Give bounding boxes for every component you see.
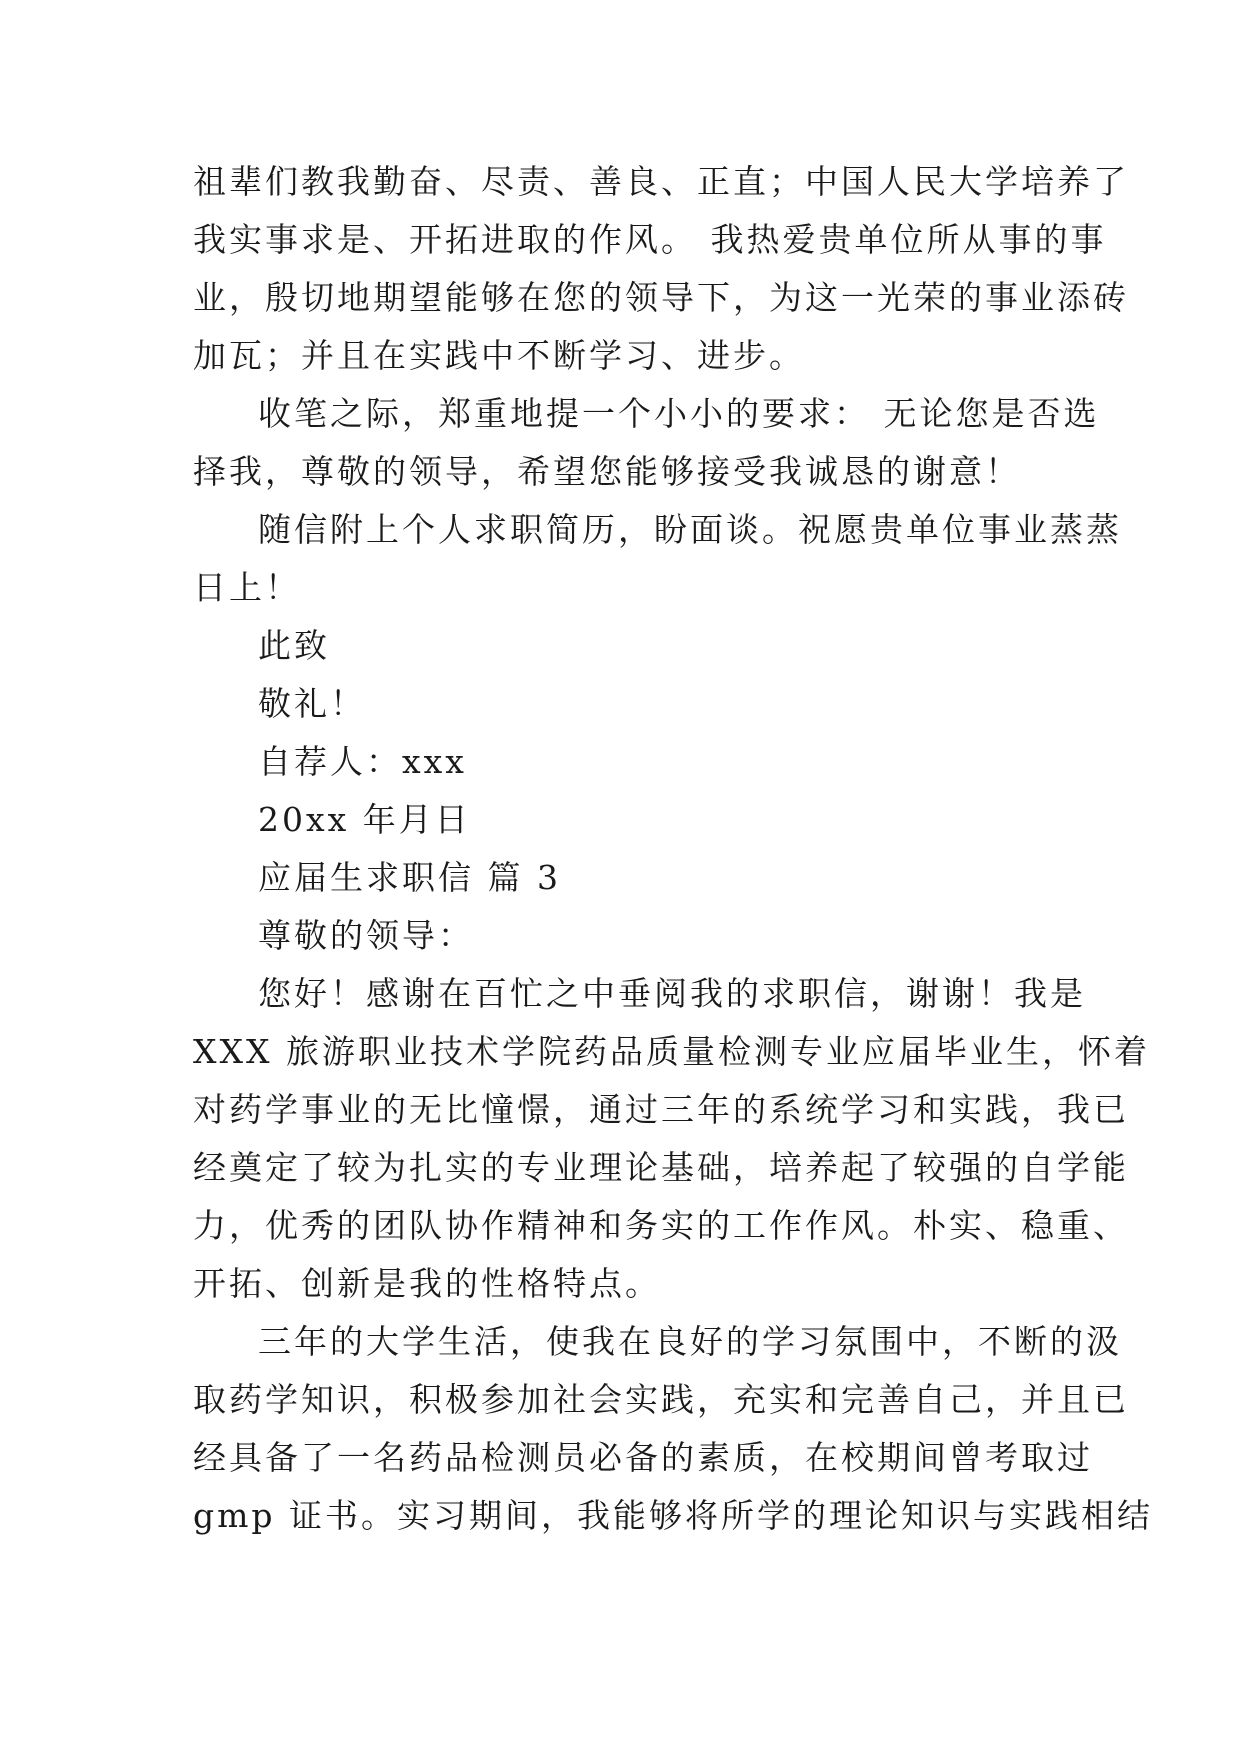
text-line: 取药学知识，积极参加社会实践，充实和完善自己，并且已 xyxy=(193,1380,1129,1419)
text-line: 择我，尊敬的领导，希望您能够接受我诚恳的谢意！ xyxy=(193,452,1021,491)
text-line: 经具备了一名药品检测员必备的素质，在校期间曾考取过 xyxy=(193,1438,1093,1477)
signature: 自荐人：xxx xyxy=(258,742,467,781)
text-line: 我实事求是、开拓进取的作风。 我热爱贵单位所从事的事 xyxy=(193,220,1107,259)
text-line: 对药学事业的无比憧憬，通过三年的系统学习和实践，我已 xyxy=(193,1090,1129,1129)
text-line: 力，优秀的团队协作精神和务实的工作作风。朴实、稳重、 xyxy=(193,1206,1129,1245)
date-line: 20xx 年月日 xyxy=(258,800,471,839)
greeting: 尊敬的领导： xyxy=(258,916,474,955)
closing-regards: 敬礼！ xyxy=(258,684,366,723)
text-line: 收笔之际，郑重地提一个小小的要求： 无论您是否选 xyxy=(258,394,1100,433)
text-line: 您好！感谢在百忙之中垂阅我的求职信，谢谢！我是 xyxy=(258,974,1086,1013)
text-line: XXX 旅游职业技术学院药品质量检测专业应届毕业生，怀着 xyxy=(193,1032,1150,1071)
text-line: gmp 证书。实习期间，我能够将所学的理论知识与实践相结 xyxy=(193,1496,1154,1535)
text-line: 日上！ xyxy=(193,568,301,607)
closing-salutation: 此致 xyxy=(258,626,330,665)
text-line: 业，殷切地期望能够在您的领导下，为这一光荣的事业添砖 xyxy=(193,278,1129,317)
text-line: 加瓦；并且在实践中不断学习、进步。 xyxy=(193,336,805,375)
text-line: 三年的大学生活，使我在良好的学习氛围中，不断的汲 xyxy=(258,1322,1122,1361)
text-line: 开拓、创新是我的性格特点。 xyxy=(193,1264,661,1303)
section-heading: 应届生求职信 篇 3 xyxy=(258,858,561,897)
text-line: 随信附上个人求职简历，盼面谈。祝愿贵单位事业蒸蒸 xyxy=(258,510,1122,549)
text-line: 祖辈们教我勤奋、尽责、善良、正直；中国人民大学培养了 xyxy=(193,162,1129,201)
text-line: 经奠定了较为扎实的专业理论基础，培养起了较强的自学能 xyxy=(193,1148,1129,1187)
